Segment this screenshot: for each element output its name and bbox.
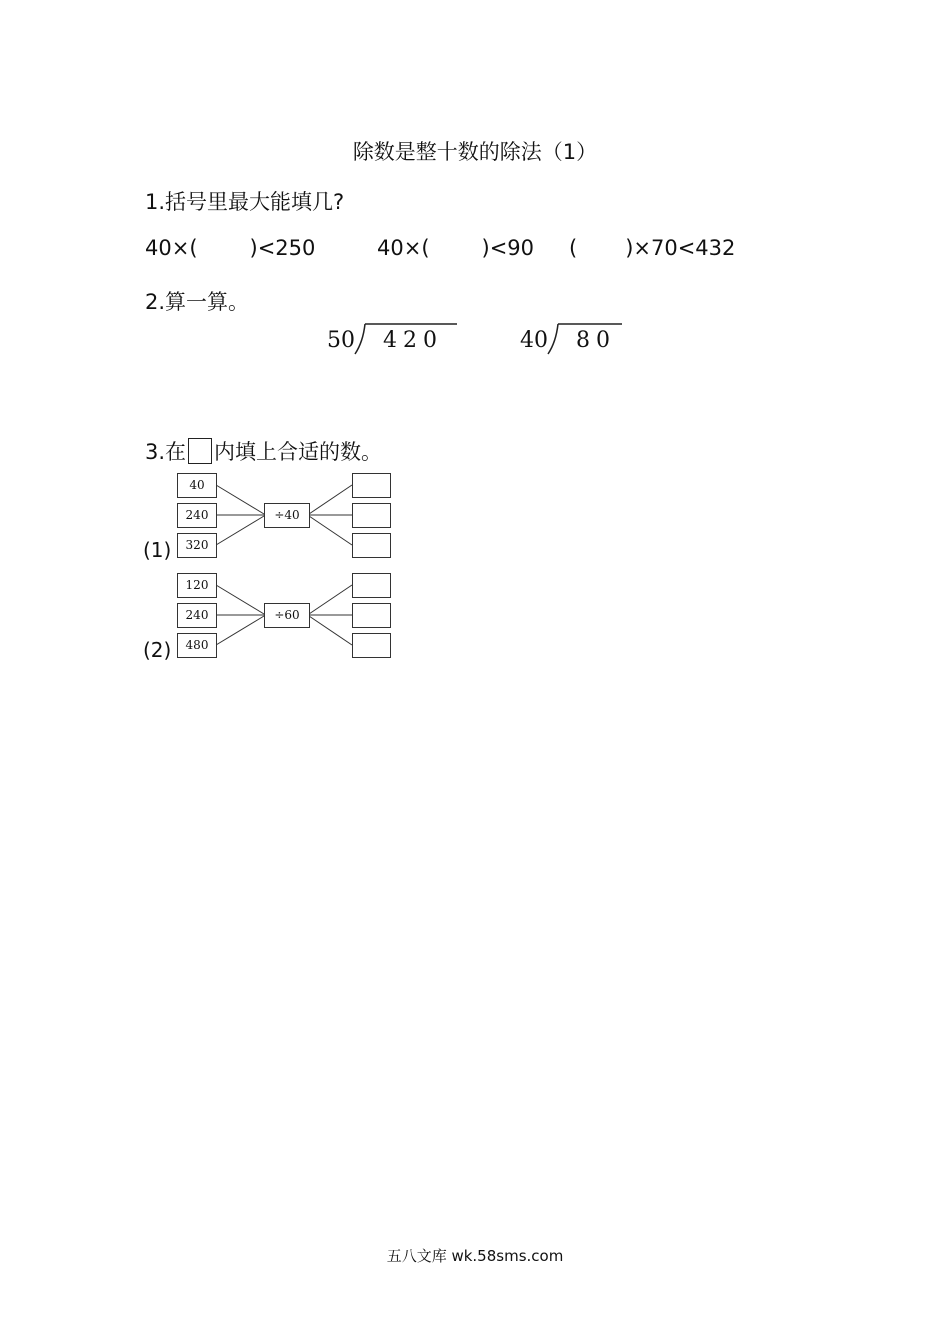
input-number: 40 (177, 473, 217, 498)
divisor: 40 (520, 328, 548, 353)
input-number: 240 (177, 603, 217, 628)
q3-heading-before: 3.在 (145, 440, 187, 464)
operator-box: ÷40 (264, 503, 310, 528)
q3-heading-after: 内填上合适的数。 (214, 440, 383, 464)
q1-item-3-right: )×70<432 (625, 236, 736, 260)
q1-item-1 (145, 236, 315, 260)
long-division-2 (520, 322, 630, 358)
operator-box: ÷60 (264, 603, 310, 628)
answer-box[interactable] (352, 533, 391, 558)
empty-box-icon (188, 438, 212, 464)
q1-item-1-right: )<250 (249, 236, 316, 260)
input-number: 120 (177, 573, 217, 598)
q1-item-2 (377, 236, 534, 260)
part-label: (1) (143, 538, 172, 562)
dividend: 80 (576, 328, 616, 353)
input-number: 240 (177, 503, 217, 528)
answer-box[interactable] (352, 633, 391, 658)
q1-item-1-left: 40×( (145, 236, 198, 260)
question-1-heading: 1.括号里最大能填几? (145, 190, 345, 214)
answer-box[interactable] (352, 503, 391, 528)
mapping-diagram-2 (143, 572, 403, 667)
long-division-1 (327, 322, 467, 358)
q1-item-2-left: 40×( (377, 236, 430, 260)
answer-box[interactable] (352, 473, 391, 498)
part-label: (2) (143, 638, 172, 662)
dividend: 420 (383, 328, 443, 353)
divisor: 50 (327, 328, 355, 353)
question-2-heading: 2.算一算。 (145, 290, 250, 314)
question-3-heading (145, 436, 382, 466)
input-number: 320 (177, 533, 217, 558)
q1-item-3 (569, 236, 735, 260)
answer-box[interactable] (352, 573, 391, 598)
answer-box[interactable] (352, 603, 391, 628)
q1-item-3-left: ( (569, 236, 578, 260)
q1-item-2-right: )<90 (481, 236, 535, 260)
page-title: 除数是整十数的除法（1） (352, 140, 598, 164)
mapping-diagram-1 (143, 472, 403, 567)
input-number: 480 (177, 633, 217, 658)
footer-watermark: 五八文库 wk.58sms.com (386, 1247, 564, 1265)
